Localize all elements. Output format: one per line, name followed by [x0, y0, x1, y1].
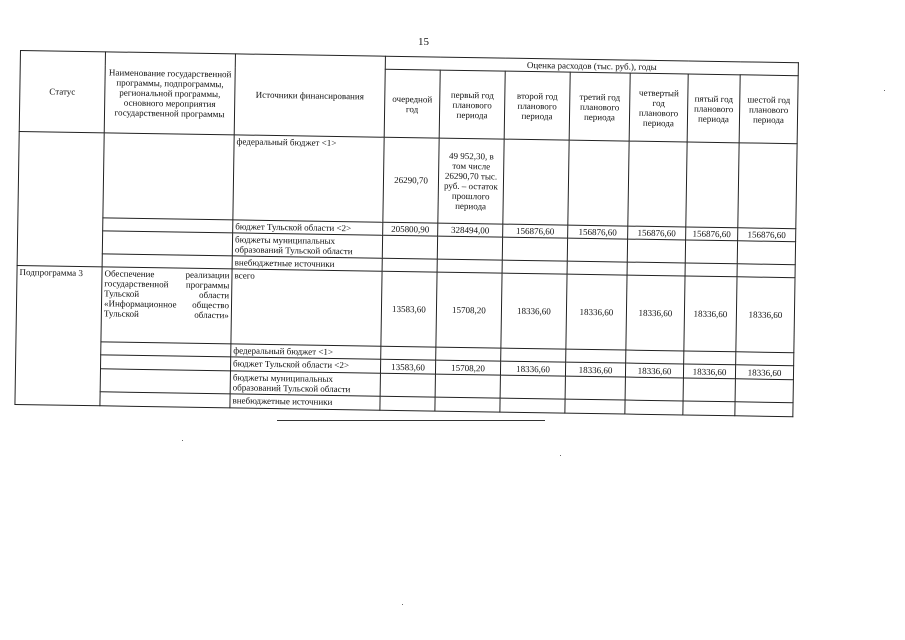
amount-cell [686, 142, 739, 228]
header-status: Статус [19, 51, 105, 133]
amount-cell [435, 397, 500, 412]
amount-cell: 26290,70 [383, 137, 439, 223]
header-name: Наименование государственной программы, подпрограммы, региональной программы, основного мероприятия государственной программы [104, 52, 235, 135]
header-sources: Источники финансирования [234, 54, 385, 137]
amount-cell [436, 347, 501, 361]
amount-cell [625, 400, 683, 415]
amount-cell [501, 348, 566, 362]
amount-cell [381, 346, 436, 360]
amount-cell [737, 241, 795, 265]
header-year-3: третий год планового периода [569, 72, 630, 141]
budget-table-container [14, 50, 798, 417]
block1-name [103, 133, 234, 220]
funding-source: внебюджетные источники [230, 394, 380, 410]
amount-cell [565, 376, 625, 400]
amount-cell [626, 350, 684, 364]
amount-cell [684, 351, 736, 365]
amount-cell [628, 141, 687, 227]
funding-source: бюджеты муниципальных образований Тульской области [230, 371, 380, 396]
amount-cell: 18336,60 [736, 277, 795, 353]
amount-cell: 18336,60 [626, 275, 685, 351]
amount-cell: 156876,60 [568, 225, 628, 239]
amount-cell [627, 239, 685, 263]
amount-cell: 15708,20 [435, 360, 500, 375]
header-year-0: очередной год [384, 69, 440, 138]
funding-source: внебюджетные источники [232, 256, 382, 271]
amount-cell [627, 262, 685, 276]
amount-cell [502, 237, 567, 261]
amount-cell [683, 378, 735, 402]
header-year-5: пятый год планового периода [687, 74, 740, 143]
amount-cell [380, 373, 435, 397]
scan-speck [182, 440, 183, 441]
amount-cell [685, 263, 737, 277]
amount-cell [503, 139, 569, 225]
table-row [16, 265, 795, 352]
amount-cell [735, 379, 793, 403]
amount-cell: 18336,60 [565, 362, 625, 377]
header-year-4: четвертый год планового периода [629, 73, 688, 142]
amount-cell: 205800,90 [383, 222, 438, 236]
amount-cell [380, 396, 435, 411]
scan-speck [884, 90, 885, 91]
scan-speck [402, 604, 403, 605]
amount-cell [565, 399, 625, 414]
amount-cell: 18336,60 [625, 363, 683, 378]
block1-status [17, 131, 104, 266]
header-year-6: шестой год планового периода [739, 75, 798, 144]
funding-source: всего [231, 269, 382, 346]
amount-cell: 18336,60 [735, 365, 793, 380]
amount-cell: 18336,60 [501, 273, 567, 349]
header-year-1: первый год планового периода [439, 70, 505, 139]
page-number: 15 [418, 36, 429, 48]
funding-source: бюджеты муниципальных образований Тульской области [232, 233, 382, 258]
amount-cell: 18336,60 [683, 364, 735, 379]
amount-cell: 156876,60 [738, 228, 796, 242]
amount-cell [382, 235, 437, 259]
amount-cell [566, 349, 626, 363]
block2-status: Подпрограмма 3 [15, 265, 102, 405]
amount-cell [736, 352, 794, 366]
amount-cell: 156876,60 [686, 227, 738, 241]
table-row [18, 131, 797, 228]
amount-cell: 156876,60 [503, 224, 568, 238]
amount-cell [625, 377, 683, 401]
amount-cell [567, 261, 627, 275]
block1-name-cell [102, 231, 232, 256]
amount-cell [683, 401, 735, 416]
amount-cell [437, 259, 502, 273]
amount-cell [685, 240, 737, 264]
amount-cell [435, 374, 500, 398]
amount-cell [568, 140, 629, 226]
amount-cell [500, 398, 565, 413]
amount-cell [500, 375, 565, 399]
amount-cell: 18336,60 [500, 361, 565, 376]
funding-source: федеральный бюджет <1> [231, 344, 381, 359]
amount-cell: 328494,00 [438, 223, 503, 237]
funding-source: федеральный бюджет <1> [233, 135, 384, 222]
header-year-2: второй год планового периода [504, 71, 570, 140]
amount-cell: 18336,60 [684, 276, 737, 352]
amount-cell [567, 238, 627, 262]
budget-table [14, 50, 798, 417]
amount-cell: 49 952,30, в том числе 26290,70 тыс. руб. – остаток прошлого периода [438, 138, 504, 224]
amount-cell [737, 264, 795, 278]
scan-speck [560, 455, 561, 456]
amount-cell: 13583,60 [381, 271, 437, 347]
block2-name-cell [100, 369, 230, 394]
block2-name-cell [100, 392, 230, 408]
amount-cell [382, 258, 437, 272]
amount-cell: 18336,60 [566, 274, 627, 350]
amount-cell [437, 236, 502, 260]
amount-cell [502, 260, 567, 274]
footer-line [277, 420, 545, 421]
block2-name: Обеспечение реализации государственной программы Тульской области «Информационное общество Тульской области» [101, 267, 232, 344]
amount-cell: 156876,60 [628, 226, 686, 240]
amount-cell [735, 402, 793, 417]
funding-source: бюджет Тульской области <2> [230, 357, 380, 373]
amount-cell [738, 143, 797, 229]
amount-cell: 13583,60 [380, 359, 435, 374]
funding-source: бюджет Тульской области <2> [233, 220, 383, 235]
header-estimate: Оценка расходов (тыс. руб.), годы [385, 56, 798, 75]
amount-cell: 15708,20 [436, 272, 502, 348]
